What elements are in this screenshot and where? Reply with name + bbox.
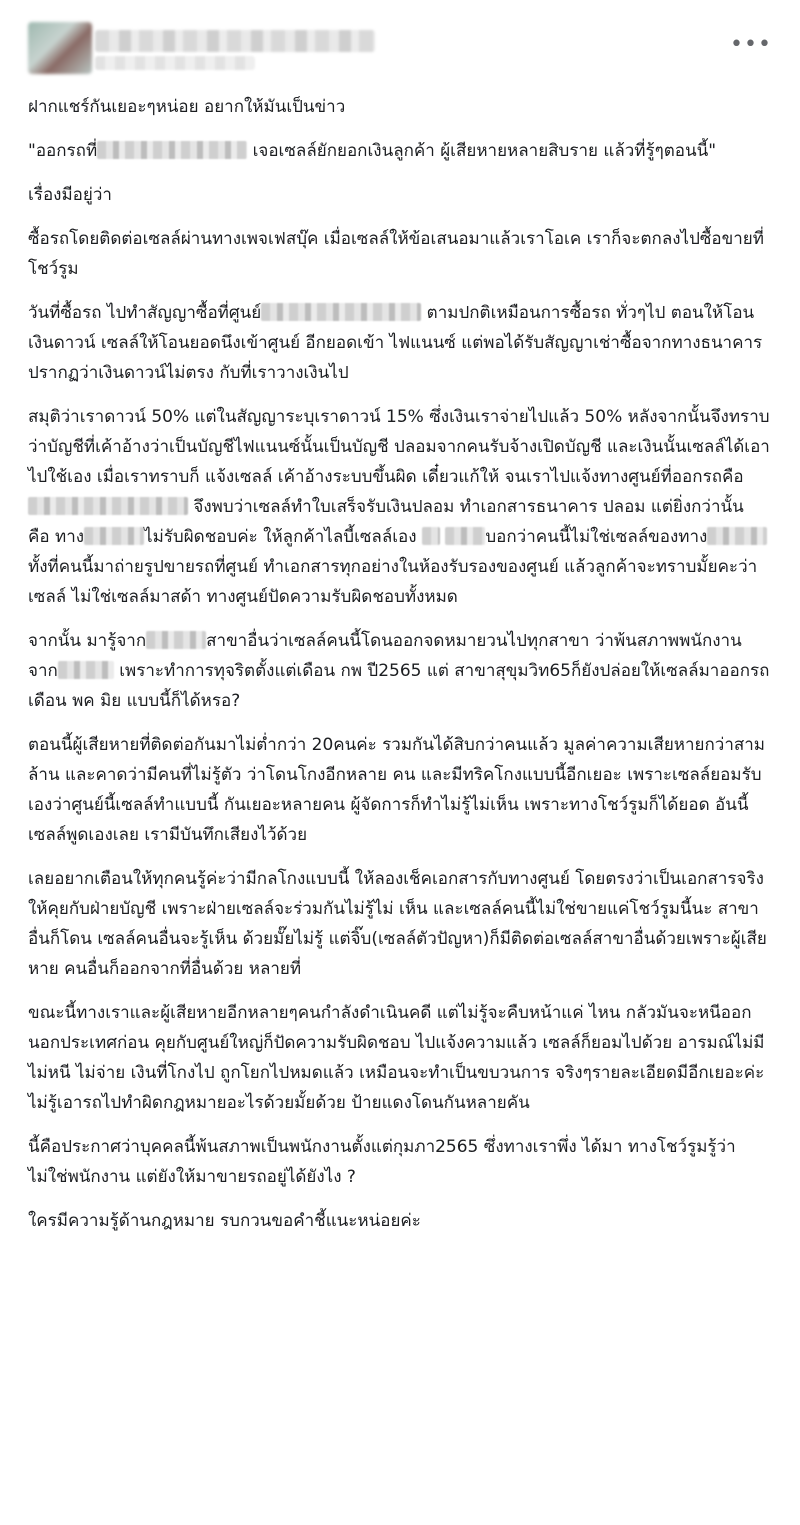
paragraph-text: สมุติว่าเราดาวน์ 50% แต่ในสัญญาระบุเราดาวน์ 15% ซึ่งเงินเราจ่ายไปแล้ว 50% หลังจากนั้นจึงทราบว่าบัญชีที่เค้าอ้างว่าเป็นบัญชีไฟแนนซ์นั้นเป็นบัญชี ปลอมจากคนรับจ้างเปิดบัญชี และเงินนั้นเซลล์ได้เอาไปใช้เอง เมื่อเราทราบก็ แจ้งเซลล์ เค้าอ้างระบบขึ้นผิด เดี๋ยวแก้ให้ จนเราไปแจ้งทางศูนย์ที่ออกรถคือ <box>28 407 770 487</box>
post-paragraph <box>28 998 770 1118</box>
redacted-text <box>707 527 767 545</box>
paragraph-text: ขณะนี้ทางเราและผู้เสียหายอีกหลายๆคนกำลังดำเนินคดี แต่ไม่รู้จะคืบหน้าแค่ ไหน กลัวมันจะหนีออกนอกประเทศก่อน คุยกับศูนย์ใหญ่ก็ปัดความรับผิดชอบ ไปแจ้งความแล้ว เซลล์ก็ยอมไปด้วย อารมณ์ไม่มี ไม่หนี ไม่จ่าย เงินที่โกงไป ถูกโยกไปหมดแล้ว เหมือนจะทำเป็นขบวนการ จริงๆรายละเอียดมีอีกเยอะค่ะ ไม่รู้เอารถไปทำผิดกฎหมายอะไรด้วยมั้ยด้วย ป้ายแดงโดนกันหลายคัน <box>28 1003 765 1113</box>
redacted-text <box>445 527 485 545</box>
post-timestamp-redacted <box>95 56 255 70</box>
paragraph-text: ตอนนี้ผู้เสียหายที่ติดต่อกันมาไม่ต่ำกว่า 20คนค่ะ รวมกันได้สิบกว่าคนแล้ว มูลค่าความเสียหายกว่าสามล้าน และคาดว่ามีคนที่ไม่รู้ตัว ว่าโดนโกงอีกหลาย คน และมีทริคโกงแบบนี้อีกเยอะ เพราะเซลล์ยอมรับเองว่าศูนย์นี้เซลล์ทำแบบนี้ กันเยอะหลายคน ผู้จัดการก็ทำไม่รู้ไม่เห็น เพราะทางโชว์รูมก็ได้ยอด อันนี้ เซลล์พูดเองเลย เรามีบันทึกเสียงไว้ด้วย <box>28 735 766 845</box>
redacted-text <box>58 661 114 679</box>
more-horizontal-icon: ••• <box>730 31 772 57</box>
paragraph-text: วันที่ซื้อรถ ไปทำสัญญาซื้อที่ศูนย์ <box>28 303 262 323</box>
paragraph-text: เรื่องมีอยู่ว่า <box>28 185 112 205</box>
post-paragraph <box>28 864 770 984</box>
paragraph-text: นี้คือประกาศว่าบุคคลนี้พ้นสภาพเป็นพนักงานตั้งแต่กุมภา2565 ซึ่งทางเราพึ่ง ได้มา ทางโชว์รูมรู้ว่าไม่ใช่พนักงาน แต่ยังให้มาขายรถอยู่ได้ยังไง ? <box>28 1137 736 1187</box>
paragraph-text: จึงพบว่าเซลล์ทำใบเสร็จรับเงินปลอม ทำเอกสารธนาคาร ปลอม แต่ยิ่งกว่านั้น คือ ทาง <box>28 497 744 547</box>
redacted-text <box>261 303 421 321</box>
avatar[interactable] <box>28 22 92 74</box>
redacted-text <box>422 527 440 545</box>
redacted-text <box>97 141 247 159</box>
redacted-text <box>28 497 188 515</box>
paragraph-text: จากนั้น มารู้จาก <box>28 631 147 651</box>
more-options-button[interactable] <box>730 31 772 57</box>
redacted-text <box>84 527 144 545</box>
post-header <box>0 0 800 78</box>
redacted-text <box>146 631 206 649</box>
paragraph-text: ซื้อรถโดยติดต่อเซลล์ผ่านทางเพจเฟสบุ๊ค เมื่อเซลล์ให้ข้อเสนอมาแล้วเราโอเค เราก็จะตกลงไปซื้อขายที่โชว์รูม <box>28 229 764 279</box>
post-paragraph <box>28 298 770 388</box>
post-paragraph <box>28 1206 770 1236</box>
post-paragraph <box>28 92 770 122</box>
post-paragraph <box>28 136 770 166</box>
paragraph-text: ฝากแชร์กันเยอะๆหน่อย อยากให้มันเป็นข่าว <box>28 97 346 117</box>
post-text <box>0 78 800 1236</box>
paragraph-text: สาขาอื่นว่าเซลล์คนนี้โดนออกจดหมายวนไปทุกสาขา ว่าพ้นสภาพพนักงานจาก <box>28 631 742 681</box>
paragraph-text: เลยอยากเตือนให้ทุกคนรู้ค่ะว่ามีกลโกงแบบนี้ ให้ลองเช็คเอกสารกับทางศูนย์ โดยตรงว่าเป็นเอกสารจริง ให้คุยกับฝ่ายบัญชี เพราะฝ่ายเซลล์จะร่วมกันไม่รู้ไม่ เห็น และเซลล์คนนี้ไม่ใช่ขายแค่โชว์รูมนี้นะ สาขาอื่นก็โดน เซลล์คนอื่นจะรู้เห็น ด้วยมั๊ยไม่รู้ แต่จิ๊บ(เซลล์ตัวปัญหา)ก็มีติดต่อเซลล์สาขาอื่นด้วยเพราะผู้เสียหาย คนอื่นก็ออกจากที่อื่นด้วย หลายที่ <box>28 869 767 979</box>
post-paragraph <box>28 626 770 716</box>
post-paragraph <box>28 180 770 210</box>
paragraph-text: บอกว่าคนนี้ไม่ใช่เซลล์ของทาง <box>485 527 708 547</box>
post-paragraph <box>28 1132 770 1192</box>
paragraph-text: ตามปกติเหมือนการซื้อรถ ทั่วๆไป ตอนให้โอนเงินดาวน์ เซลล์ให้โอนยอดนึงเข้าศูนย์ อีกยอดเข้า ไฟแนนซ์ แต่พอได้รับสัญญาเช่าซื้อจากทางธนาคาร ปรากฏว่าเงินดาวน์ไม่ตรง กับที่เราวางเงินไป <box>28 303 763 383</box>
author-name-redacted[interactable] <box>95 30 375 52</box>
paragraph-text: เจอเซลล์ยักยอกเงินลูกค้า ผู้เสียหายหลายสิบราย แล้วที่รู้ๆตอนนี้" <box>247 141 717 161</box>
post-paragraph <box>28 402 770 612</box>
paragraph-text: ไม่รับผิดชอบค่ะ ให้ลูกค้าไลบี้เซลล์เอง <box>144 527 422 547</box>
paragraph-text: ทั้งที่คนนี้มาถ่ายรูปขายรถที่ศูนย์ ทำเอกสารทุกอย่างในห้องรับรองของศูนย์ แล้วลูกค้าจะทราบมั้ยคะว่าเซลล์ ไม่ใช่เซลล์มาสด้า ทางศูนย์ปัดความรับผิดชอบทั้งหมด <box>28 557 758 607</box>
paragraph-text: ใครมีความรู้ด้านกฎหมาย รบกวนขอคำชี้แนะหน่อยค่ะ <box>28 1211 421 1231</box>
paragraph-text: "ออกรถที่ <box>28 141 98 161</box>
paragraph-text: เพราะทำการทุจริตตั้งแต่เดือน กพ ปี2565 แต่ สาขาสุขุมวิท65ก็ยังปล่อยให้เซลล์มาออกรถเดือน พค มิย แบบนี้ก็ได้หรอ? <box>28 661 770 711</box>
post-paragraph <box>28 224 770 284</box>
post-paragraph <box>28 730 770 850</box>
